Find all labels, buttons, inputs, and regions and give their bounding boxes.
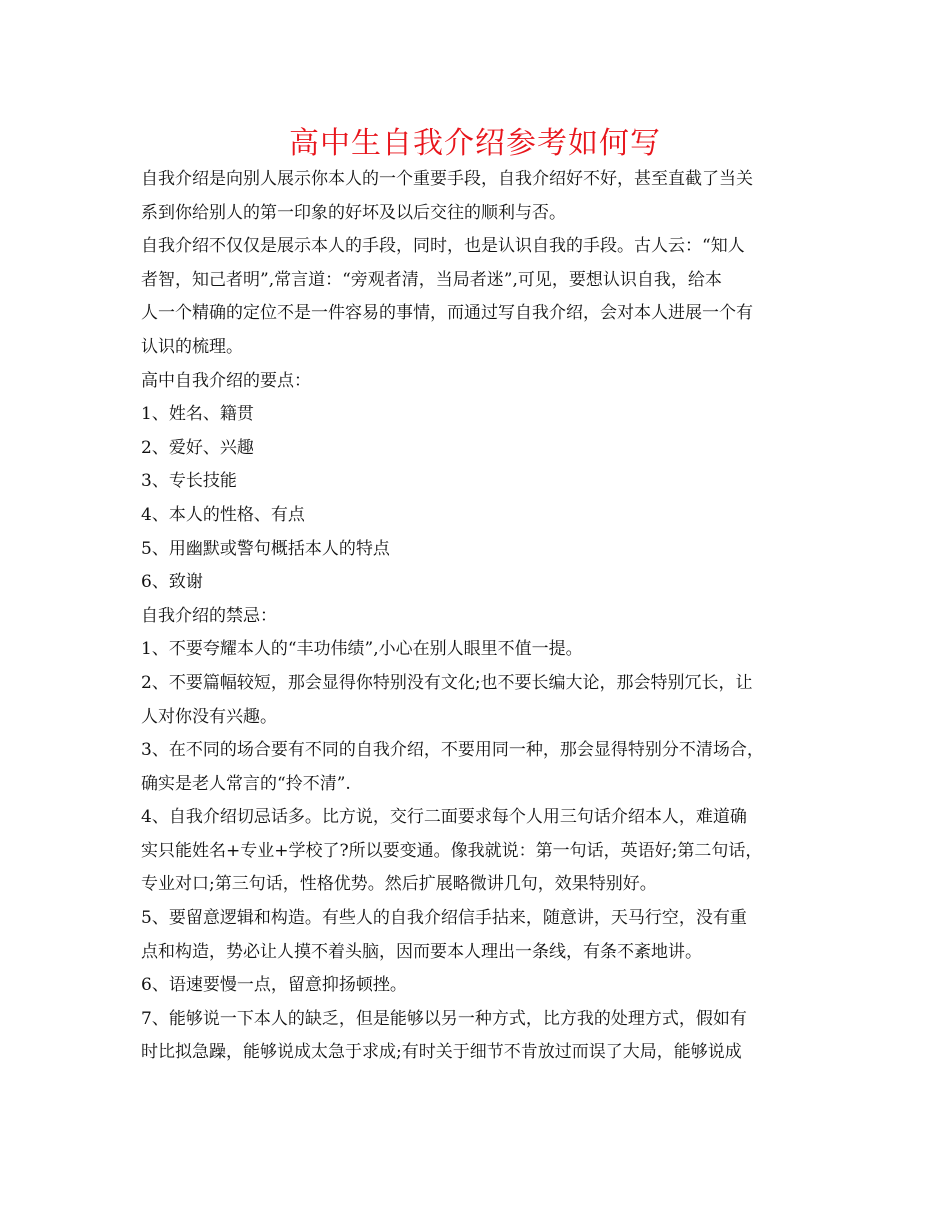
list-item: 6、语速要慢一点，留意抑扬顿挫。: [141, 975, 407, 996]
list-item: 6、致谢: [141, 572, 203, 593]
list-item: 5、要留意逻辑和构造。有些人的自我介绍信手拈来，随意讲，天马行空，没有重: [141, 908, 747, 929]
paragraph-line: 认识的梳理。: [141, 336, 243, 357]
list-item: 4、自我介绍切忌话多。比方说，交行二面要求每个人用三句话介绍本人，难道确: [141, 807, 747, 828]
section-heading: 自我介绍的禁忌：: [141, 605, 277, 626]
document-title: 高中生自我介绍参考如何写: [289, 126, 661, 161]
list-item: 5、用幽默或警句概括本人的特点: [141, 538, 390, 559]
paragraph-line: 自我介绍不仅仅是展示本人的手段，同时，也是认识自我的手段。古人云：“知人: [141, 236, 745, 257]
list-item-continuation: 时比拟急躁，能够说成太急于求成;有时关于细节不肯放过而误了大局，能够说成: [141, 1042, 742, 1063]
list-item: 3、在不同的场合要有不同的自我介绍，不要用同一种，那会显得特别分不清场合，: [141, 740, 764, 761]
paragraph-line: 系到你给别人的第一印象的好坏及以后交往的顺利与否。: [141, 202, 566, 223]
list-item: 2、不要篇幅较短，那会显得你特别没有文化;也不要长编大论，那会特别冗长，让: [141, 672, 753, 693]
section-heading: 高中自我介绍的要点：: [141, 370, 311, 391]
paragraph-line: 人一个精确的定位不是一件容易的事情，而通过写自我介绍，会对本人进展一个有: [141, 303, 753, 324]
list-item-continuation: 人对你没有兴趣。: [141, 706, 277, 727]
list-item-continuation: 实只能姓名+专业+学校了?所以要变通。像我就说：第一句话，英语好;第二句话，: [141, 840, 763, 861]
list-item-continuation: 确实是老人常言的“拎不清”.: [141, 773, 351, 794]
document-body: [141, 163, 831, 1070]
list-item-continuation: 点和构造，势必让人摸不着头脑，因而要本人理出一条线，有条不紊地讲。: [141, 941, 702, 962]
list-item: 1、不要夸耀本人的“丰功伟绩”,小心在别人眼里不值一提。: [141, 639, 583, 660]
paragraph-line: 者智，知己者明”,常言道：“旁观者清，当局者迷”,可见，要想认识自我，给本: [141, 269, 722, 290]
list-item: 1、姓名、籍贯: [141, 404, 254, 425]
list-item-continuation: 专业对口;第三句话，性格优势。然后扩展略微讲几句，效果特别好。: [141, 874, 657, 895]
list-item: 3、专长技能: [141, 471, 237, 492]
list-item: 7、能够说一下本人的缺乏，但是能够以另一种方式，比方我的处理方式，假如有: [141, 1008, 747, 1029]
list-item: 2、爱好、兴趣: [141, 437, 254, 458]
paragraph-line: 自我介绍是向别人展示你本人的一个重要手段，自我介绍好不好，甚至直截了当关: [141, 169, 753, 189]
list-item: 4、本人的性格、有点: [141, 504, 305, 525]
